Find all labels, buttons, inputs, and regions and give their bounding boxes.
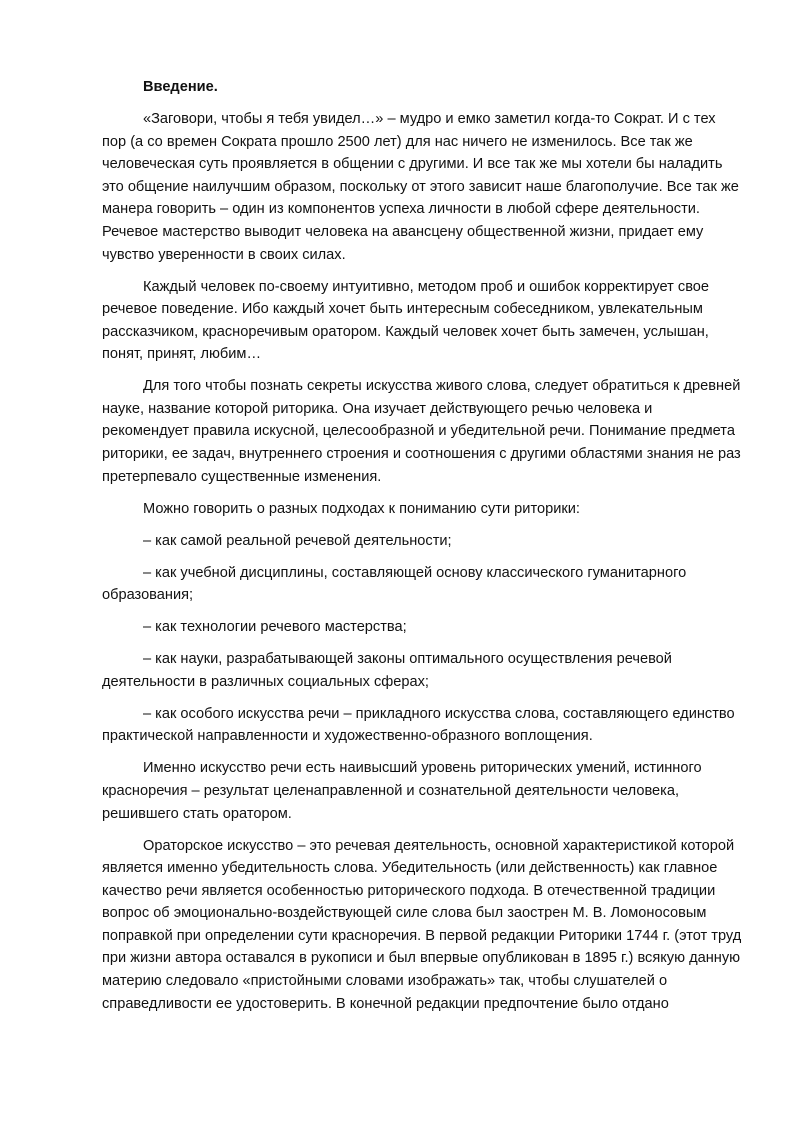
paragraph-art-of-speech: Именно искусство речи есть наивысший уровень риторических умений, истинного красноречия – результат целенаправленной и сознательной деятельности человека, решившего стать оратором.	[102, 760, 702, 822]
section-title: Введение.	[143, 79, 218, 95]
list-item-approach-3: – как технологии речевого мастерства;	[143, 619, 407, 636]
paragraph-approaches-intro: Можно говорить о разных подходах к пониманию сути риторики:	[143, 500, 580, 517]
list-item-approach-4: – как науки, разрабатывающей законы оптимального осуществления речевой деятельности в различных социальных сферах;	[102, 651, 672, 690]
list-item-approach-2: – как учебной дисциплины, составляющей основу классического гуманитарного образования;	[102, 564, 687, 604]
paragraph-oratory: Ораторское искусство – это речевая деятельность, основной характеристикой которой является именно убедительность слова. Убедительность (или действенность) как главное качество речи является особенностью риторического подхода. В отечественной традиции вопрос об эмоционально-воздействующей силе слова был заострен М. В. Ломоносовым поправкой при определении сути красноречия. В первой редакции Риторики 1744 г. (этот труд при жизни автора оставался в рукописи и был впервые опубликован в 1895 г.) всякую данную материю следовало «пристойными словами изображать» так, чтобы слушателей о справедливости ее удостоверить. В конечной редакции предпочтение было отдано	[102, 837, 742, 1012]
document-page	[102, 76, 742, 1025]
paragraph-speech-behavior: Каждый человек по-своему интуитивно, методом проб и ошибок корректирует свое речевое поведение. Ибо каждый хочет быть интересным собеседником, увлекательным рассказчиком, красноречивым оратором. Каждый человек хочет быть замечен, услышан, понят, принят, любим…	[102, 278, 710, 363]
paragraph-rhetoric-science: Для того чтобы познать секреты искусства живого слова, следует обратиться к древней науке, название которой риторика. Она изучает действующего речью человека и рекомендует правила искусной, целесообразной и убедительной речи. Понимание предмета риторики, ее задач, внутреннего строения и соотношения с другими областями знания не раз претерпевало существенные изменения.	[102, 378, 741, 485]
paragraph-intro-quote: «Заговори, чтобы я тебя увидел…» – мудро и емко заметил когда-то Сократ. И с тех пор (а со времен Сократа прошло 2500 лет) для нас ничего не изменилось. Все так же человеческая суть проявляется в общении с другими. И все так же мы хотели бы наладить это общение наилучшим образом, поскольку от этого зависит наше благополучие. Все так же манера говорить – один из компонентов успеха личности в любой сфере деятельности. Речевое мастерство выводит человека на авансцену общественной жизни, придает ему чувство уверенности в своих силах.	[102, 110, 739, 263]
list-item-approach-5: – как особого искусства речи – прикладного искусства слова, составляющего единство практической направленности и художественно-образного воплощения.	[102, 705, 735, 745]
list-item-approach-1: – как самой реальной речевой деятельности;	[143, 532, 452, 549]
